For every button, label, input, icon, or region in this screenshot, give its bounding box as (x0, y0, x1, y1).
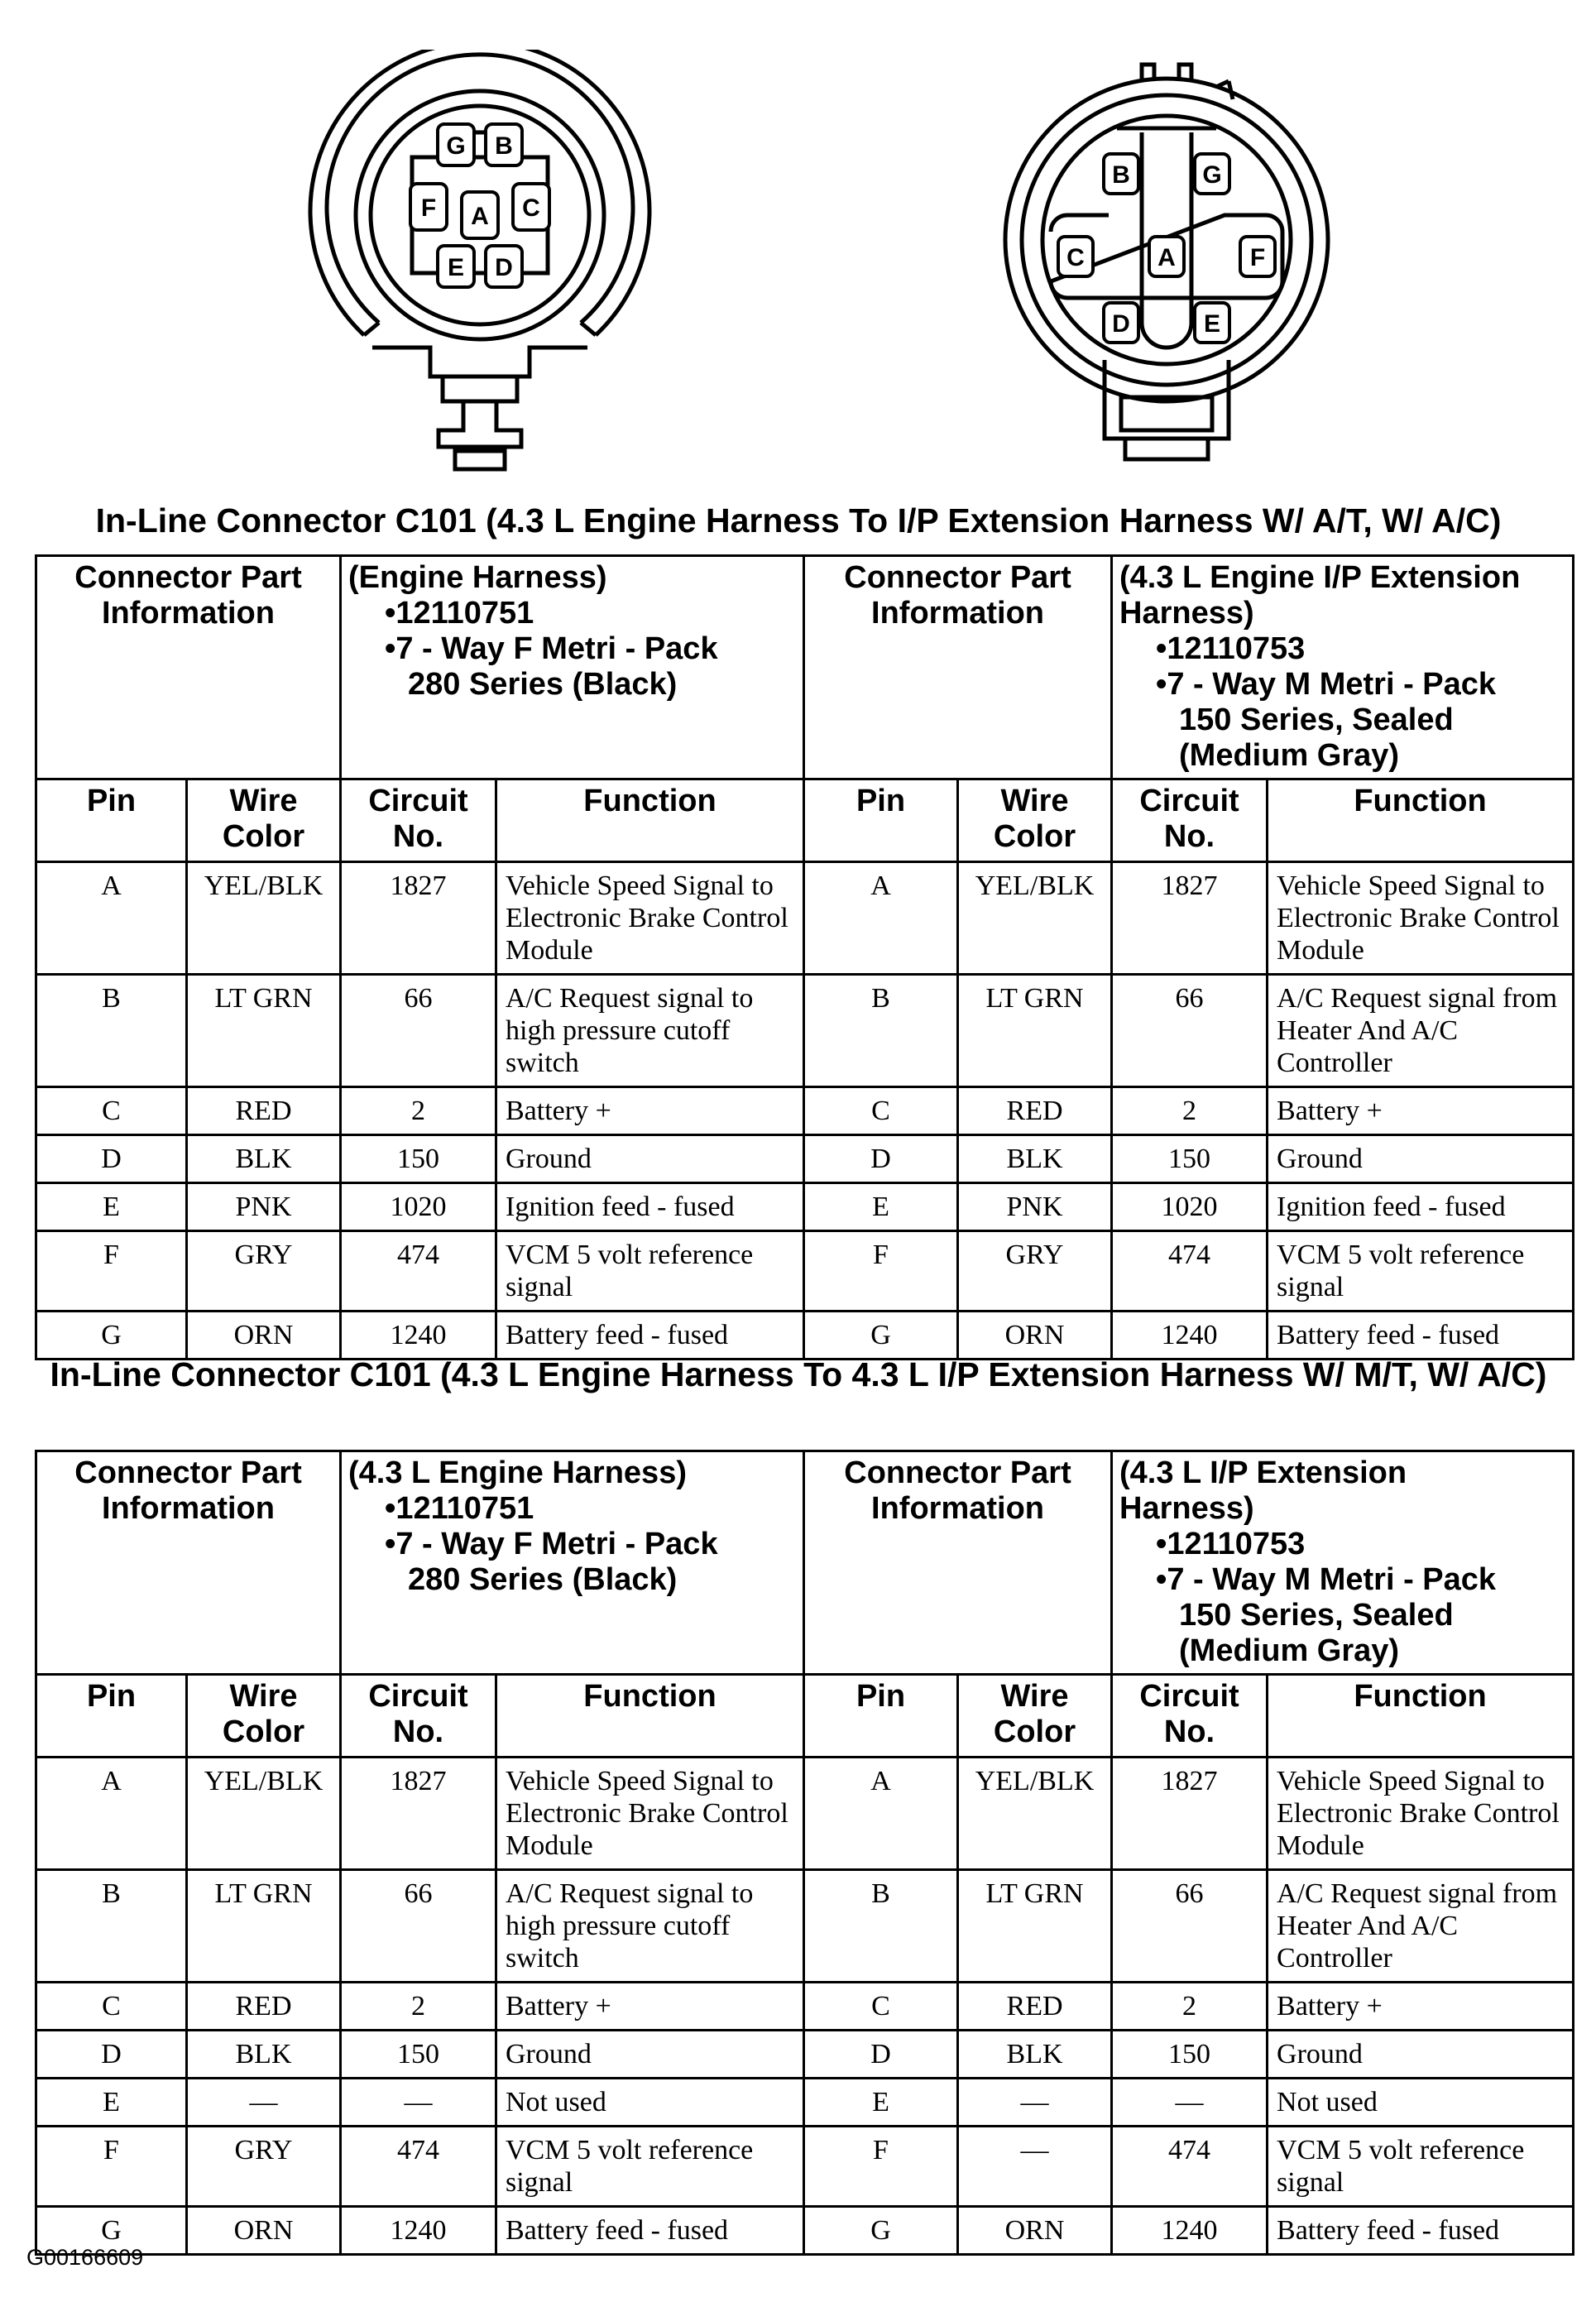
wire-color-cell: PNK (187, 1183, 341, 1231)
wire-color-cell: ORN (187, 2207, 341, 2255)
wire-color-cell: ORN (958, 1312, 1112, 1360)
col-header-function: Function (1268, 779, 1574, 862)
pin-cell: G (36, 1312, 187, 1360)
wire-color-cell: LT GRN (958, 975, 1112, 1087)
female-pin-label: B (495, 132, 513, 160)
table-row (36, 2207, 1574, 2255)
right-harness-info: (4.3 L I/P Extension Harness) • 12110753 • 7 - Way M Metri - Pack 150 Series, Sealed (Medium Gray) (1112, 1451, 1574, 1675)
function-cell: VCM 5 volt reference signal (496, 1231, 804, 1312)
wire-color-cell: RED (958, 1087, 1112, 1135)
table-row (36, 1870, 1574, 1983)
wire-color-cell: LT GRN (958, 1870, 1112, 1983)
function-cell: Battery + (1268, 1087, 1574, 1135)
right-harness-info: (4.3 L Engine I/P Extension Harness) • 12110753 • 7 - Way M Metri - Pack 150 Series, Sealed (Medium Gray) (1112, 556, 1574, 779)
pin-cell: B (36, 975, 187, 1087)
table-1-title: In-Line Connector C101 (4.3 L Engine Harness To I/P Extension Harness W/ A/T, W/ A/C) (95, 501, 1502, 540)
connector-female-drawing (265, 50, 695, 480)
table-2-title: In-Line Connector C101 (4.3 L Engine Harness To 4.3 L I/P Extension Harness W/ M/T, W/ A/C) (50, 1355, 1547, 1393)
male-pin-label: A (1157, 244, 1176, 271)
col-header-wire-color: Wire Color (958, 1675, 1112, 1758)
function-cell: Ignition feed - fused (1268, 1183, 1574, 1231)
wire-color-cell: RED (958, 1983, 1112, 2031)
male-pin-label: F (1249, 244, 1266, 271)
male-pin-label: G (1202, 161, 1222, 189)
wire-color-cell: — (187, 2079, 341, 2127)
col-header-circuit-no: Circuit No. (1112, 779, 1268, 862)
wire-color-cell: PNK (958, 1183, 1112, 1231)
circuit-cell: 474 (341, 1231, 496, 1312)
pin-cell: G (804, 1312, 958, 1360)
left-connector-label: Connector Part Information (36, 556, 341, 779)
function-cell: VCM 5 volt reference signal (1268, 2127, 1574, 2207)
wire-color-cell: RED (187, 1087, 341, 1135)
circuit-cell: 1827 (1112, 862, 1268, 975)
table-row (36, 1087, 1574, 1135)
function-cell: Ground (1268, 2031, 1574, 2079)
circuit-cell: 474 (341, 2127, 496, 2207)
col-header-circuit-no: Circuit No. (341, 1675, 496, 1758)
wire-color-cell: ORN (187, 1312, 341, 1360)
left-harness-info: (Engine Harness) • 12110751 • 7 - Way F Metri - Pack 280 Series (Black) (341, 556, 804, 779)
circuit-cell: — (1112, 2079, 1268, 2127)
pin-cell: A (36, 1758, 187, 1870)
wire-color-cell: YEL/BLK (958, 1758, 1112, 1870)
function-cell: Battery feed - fused (1268, 2207, 1574, 2255)
wire-color-cell: YEL/BLK (958, 862, 1112, 975)
wire-color-cell: BLK (187, 1135, 341, 1183)
right-connector-label: Connector Part Information (804, 1451, 1112, 1675)
female-pin-label: G (446, 132, 466, 160)
wire-color-cell: BLK (958, 2031, 1112, 2079)
function-cell: Battery + (1268, 1983, 1574, 2031)
table-1-part-info-row (36, 556, 1574, 779)
wire-color-cell: — (958, 2079, 1112, 2127)
col-header-wire-color: Wire Color (958, 779, 1112, 862)
circuit-cell: 474 (1112, 2127, 1268, 2207)
pin-cell: C (36, 1087, 187, 1135)
table-row (36, 1983, 1574, 2031)
female-pin-label: D (495, 254, 513, 281)
female-pin-label: A (471, 203, 489, 230)
table-row (36, 2031, 1574, 2079)
function-cell: Battery + (496, 1087, 804, 1135)
function-cell: Vehicle Speed Signal to Electronic Brake Control Module (496, 1758, 804, 1870)
table-row (36, 1231, 1574, 1312)
function-cell: A/C Request signal to high pressure cutoff switch (496, 975, 804, 1087)
circuit-cell: 1827 (341, 1758, 496, 1870)
function-cell: Vehicle Speed Signal to Electronic Brake Control Module (1268, 862, 1574, 975)
wire-color-cell: GRY (958, 1231, 1112, 1312)
pin-cell: A (36, 862, 187, 975)
pin-cell: E (36, 2079, 187, 2127)
table-row (36, 1183, 1574, 1231)
male-pin-label: C (1066, 244, 1085, 271)
col-header-function: Function (496, 779, 804, 862)
wire-color-cell: GRY (187, 1231, 341, 1312)
circuit-cell: — (341, 2079, 496, 2127)
pin-cell: B (36, 1870, 187, 1983)
function-cell: A/C Request signal from Heater And A/C Controller (1268, 975, 1574, 1087)
function-cell: VCM 5 volt reference signal (1268, 1231, 1574, 1312)
right-connector-label: Connector Part Information (804, 556, 1112, 779)
function-cell: Battery feed - fused (496, 2207, 804, 2255)
circuit-cell: 150 (341, 1135, 496, 1183)
function-cell: Not used (1268, 2079, 1574, 2127)
pin-cell: D (36, 2031, 187, 2079)
female-pin-label: C (522, 194, 540, 222)
pin-cell: B (804, 975, 958, 1087)
function-cell: Battery feed - fused (496, 1312, 804, 1360)
male-pin-label: E (1203, 310, 1221, 338)
connector-diagram-female (265, 50, 695, 480)
function-cell: Ground (496, 2031, 804, 2079)
pin-cell: F (36, 1231, 187, 1312)
connector-table-1 (35, 554, 1574, 1360)
function-cell: Vehicle Speed Signal to Electronic Brake Control Module (1268, 1758, 1574, 1870)
connector-diagram-male (951, 50, 1382, 480)
table-row (36, 2079, 1574, 2127)
table-row (36, 975, 1574, 1087)
pin-cell: E (36, 1183, 187, 1231)
table-row (36, 1758, 1574, 1870)
circuit-cell: 66 (1112, 975, 1268, 1087)
pin-cell: C (804, 1983, 958, 2031)
circuit-cell: 66 (341, 975, 496, 1087)
circuit-cell: 1240 (341, 1312, 496, 1360)
circuit-cell: 66 (341, 1870, 496, 1983)
pin-cell: D (804, 2031, 958, 2079)
circuit-cell: 1020 (341, 1183, 496, 1231)
circuit-cell: 2 (1112, 1087, 1268, 1135)
table-2-column-header-row (36, 1675, 1574, 1758)
wire-color-cell: LT GRN (187, 975, 341, 1087)
circuit-cell: 1240 (1112, 1312, 1268, 1360)
pin-cell: B (804, 1870, 958, 1983)
circuit-cell: 150 (341, 2031, 496, 2079)
circuit-cell: 1240 (1112, 2207, 1268, 2255)
col-header-circuit-no: Circuit No. (341, 779, 496, 862)
pin-cell: F (804, 1231, 958, 1312)
col-header-wire-color: Wire Color (187, 779, 341, 862)
function-cell: Ground (496, 1135, 804, 1183)
wire-color-cell: LT GRN (187, 1870, 341, 1983)
female-pin-label: E (447, 254, 465, 281)
circuit-cell: 66 (1112, 1870, 1268, 1983)
wire-color-cell: ORN (958, 2207, 1112, 2255)
col-header-function: Function (496, 1675, 804, 1758)
pin-cell: D (804, 1135, 958, 1183)
wire-color-cell: YEL/BLK (187, 862, 341, 975)
circuit-cell: 1020 (1112, 1183, 1268, 1231)
circuit-cell: 150 (1112, 1135, 1268, 1183)
col-header-circuit-no: Circuit No. (1112, 1675, 1268, 1758)
pin-cell: E (804, 1183, 958, 1231)
col-header-pin: Pin (36, 1675, 187, 1758)
pin-cell: G (804, 2207, 958, 2255)
table-row (36, 1135, 1574, 1183)
male-pin-label: B (1112, 161, 1130, 189)
pin-cell: F (36, 2127, 187, 2207)
pin-cell: A (804, 862, 958, 975)
table-row (36, 1312, 1574, 1360)
male-pin-label: D (1112, 310, 1130, 338)
pin-cell: C (36, 1983, 187, 2031)
col-header-pin: Pin (804, 1675, 958, 1758)
pin-cell: E (804, 2079, 958, 2127)
function-cell: Vehicle Speed Signal to Electronic Brake Control Module (496, 862, 804, 975)
table-2-part-info-row (36, 1451, 1574, 1675)
left-connector-label: Connector Part Information (36, 1451, 341, 1675)
figure-code: G00166609 (26, 2245, 144, 2270)
function-cell: Ignition feed - fused (496, 1183, 804, 1231)
table-row (36, 2127, 1574, 2207)
circuit-cell: 150 (1112, 2031, 1268, 2079)
female-pin-label: F (420, 194, 437, 222)
function-cell: VCM 5 volt reference signal (496, 2127, 804, 2207)
circuit-cell: 1827 (1112, 1758, 1268, 1870)
function-cell: A/C Request signal to high pressure cutoff switch (496, 1870, 804, 1983)
pin-cell: G (36, 2207, 187, 2255)
connector-male-drawing (951, 50, 1382, 480)
col-header-function: Function (1268, 1675, 1574, 1758)
function-cell: A/C Request signal from Heater And A/C Controller (1268, 1870, 1574, 1983)
wire-color-cell: RED (187, 1983, 341, 2031)
pin-cell: F (804, 2127, 958, 2207)
wire-color-cell: GRY (187, 2127, 341, 2207)
wire-color-cell: YEL/BLK (187, 1758, 341, 1870)
circuit-cell: 2 (1112, 1983, 1268, 2031)
circuit-cell: 2 (341, 1087, 496, 1135)
connector-table-2 (35, 1450, 1574, 2256)
function-cell: Battery feed - fused (1268, 1312, 1574, 1360)
pin-cell: A (804, 1758, 958, 1870)
function-cell: Ground (1268, 1135, 1574, 1183)
col-header-wire-color: Wire Color (187, 1675, 341, 1758)
circuit-cell: 474 (1112, 1231, 1268, 1312)
table-row (36, 862, 1574, 975)
function-cell: Battery + (496, 1983, 804, 2031)
circuit-cell: 2 (341, 1983, 496, 2031)
circuit-cell: 1240 (341, 2207, 496, 2255)
wire-color-cell: — (958, 2127, 1112, 2207)
wire-color-cell: BLK (187, 2031, 341, 2079)
table-1-column-header-row (36, 779, 1574, 862)
col-header-pin: Pin (36, 779, 187, 862)
circuit-cell: 1827 (341, 862, 496, 975)
function-cell: Not used (496, 2079, 804, 2127)
wire-color-cell: BLK (958, 1135, 1112, 1183)
left-harness-info: (4.3 L Engine Harness) • 12110751 • 7 - Way F Metri - Pack 280 Series (Black) (341, 1451, 804, 1675)
pin-cell: D (36, 1135, 187, 1183)
col-header-pin: Pin (804, 779, 958, 862)
pin-cell: C (804, 1087, 958, 1135)
